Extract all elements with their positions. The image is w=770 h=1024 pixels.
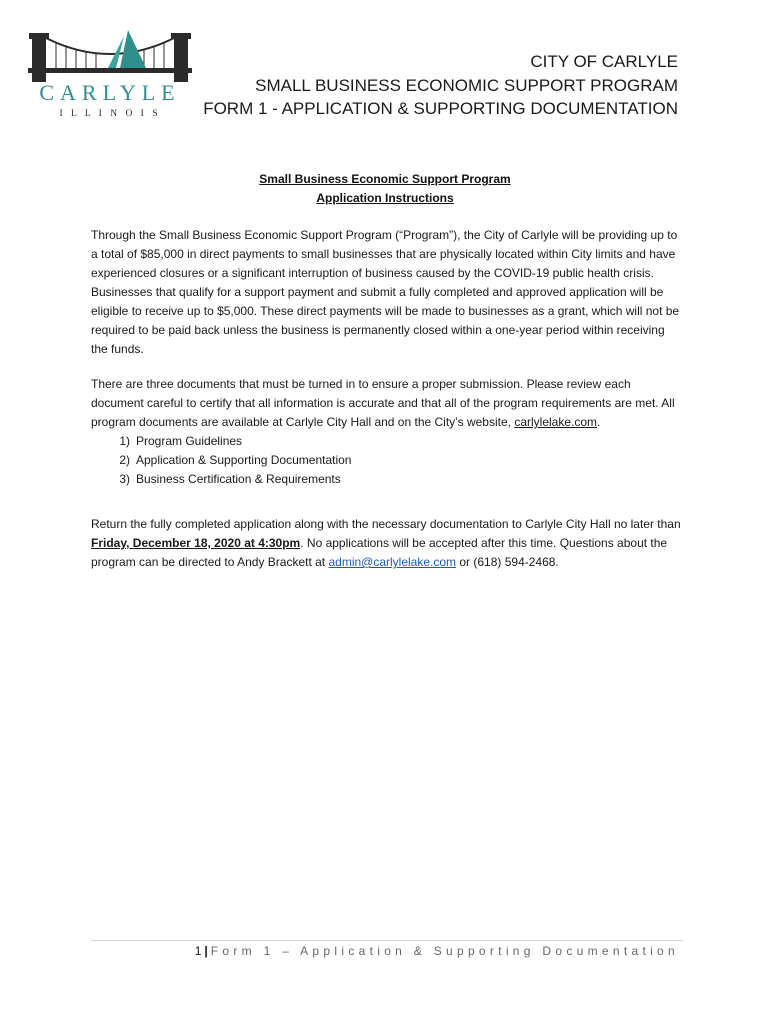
page-footer (195, 944, 679, 958)
return-text-2: . No applications will be accepted after this time. Questions about the program can be directed to Andy Brackett at (91, 536, 668, 569)
header-form: FORM 1 - APPLICATION & SUPPORTING DOCUMENTATION (203, 99, 678, 118)
list-item (91, 451, 683, 470)
return-text-3: or (618) 594-2468. (456, 555, 559, 569)
return-text-1: Return the fully completed application along with the necessary documentation to Carlyle City Hall no later than (91, 517, 681, 531)
section-subtitle: Application Instructions (316, 191, 454, 205)
bridge-logo-icon (24, 28, 196, 120)
documents-section (91, 375, 683, 489)
list-item-label: Business Certification & Requirements (136, 472, 341, 486)
intro-paragraph: Through the Small Business Economic Support Program (“Program”), the City of Carlyle will be providing up to a total of $85,000 in direct payments to small businesses that are physically located within City limits and have experienced closures or a significant interruption of business caused by the COVID-19 public health crisis. Businesses that qualify for a support payment and submit a fully completed and approved application will be eligible to receive up to $5,000. These direct payments will be made to businesses as a grant, which will not be required to be paid back unless the business is permanently closed within a one-year period within receiving the funds. (91, 228, 680, 356)
footer-label: Form 1 – Application & Supporting Documentation (210, 944, 679, 958)
header-city: CITY OF CARLYLE (530, 52, 678, 71)
documents-list (91, 432, 683, 489)
list-item-number: 1) (119, 434, 130, 448)
list-item-number: 2) (119, 453, 130, 467)
documents-text: There are three documents that must be turned in to ensure a proper submission. Please review each document careful to certify that all information is accurate and that all of the program requirements are met. All program documents are available at Carlyle City Hall and on the City’s website, (91, 377, 675, 429)
documents-paragraph (91, 375, 683, 432)
section-title: Small Business Economic Support Program (259, 172, 511, 186)
list-item-label: Program Guidelines (136, 434, 243, 448)
footer-separator: | (204, 944, 208, 958)
section-heading (0, 170, 770, 208)
logo-wordmark: CARLYLE (39, 80, 181, 105)
list-item-number: 3) (119, 472, 130, 486)
carlyle-logo (24, 28, 196, 120)
header-program: SMALL BUSINESS ECONOMIC SUPPORT PROGRAM (255, 75, 678, 95)
footer-divider (91, 940, 683, 941)
documents-text-end: . (597, 415, 601, 429)
logo-state: I L L I N O I S (59, 109, 161, 119)
return-paragraph (91, 515, 683, 572)
email-link[interactable]: admin@carlylelake.com (328, 555, 457, 569)
list-item-label: Application & Supporting Documentation (136, 453, 352, 467)
deadline: Friday, December 18, 2020 at 4:30pm (91, 536, 301, 550)
document-header (203, 50, 678, 121)
page-number: 1 (194, 944, 202, 958)
list-item (91, 470, 683, 489)
website-link[interactable]: carlylelake.com (514, 415, 598, 429)
list-item (91, 432, 683, 451)
